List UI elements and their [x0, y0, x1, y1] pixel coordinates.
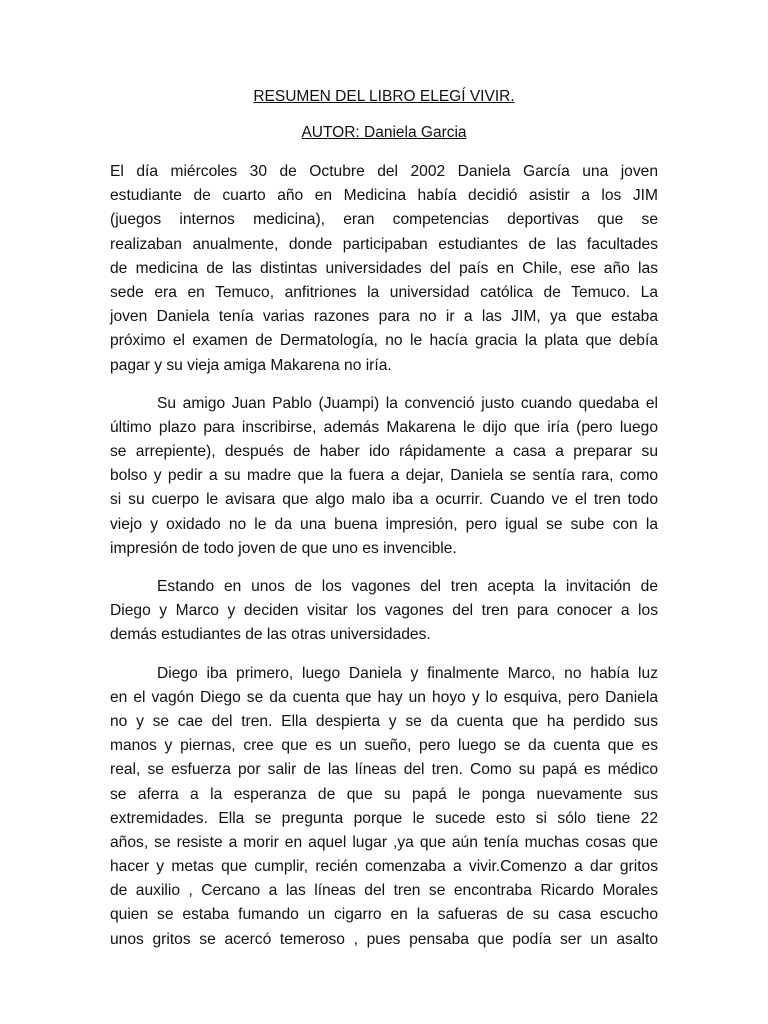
text-line: Diego iba primero, luego Daniela y finalmente Marco, no había luz [157, 664, 658, 682]
text-line: Su amigo Juan Pablo (Juampi) la convenció justo cuando quedaba el [157, 394, 658, 412]
text-line: realizaban anualmente, donde participaban estudiantes de las facultades [110, 235, 658, 253]
text-line: manos y piernas, cree que es un sueño, pero luego se da cuenta que es [110, 737, 658, 755]
document-author: AUTOR: Daniela Garcia [301, 124, 467, 141]
text-line: demás estudiantes de las otras universidades. [110, 626, 431, 644]
text-line: extremidades. Ella se pregunta porque le sucede esto si sólo tiene 22 [110, 809, 658, 827]
paragraph [110, 575, 658, 648]
text-line: (juegos internos medicina), eran competencias deportivas que se [110, 211, 658, 229]
text-line: se aferra a la esperanza de que su papá le ponga nuevamente sus [110, 785, 658, 803]
text-line: sede era en Temuco, anfitriones la universidad católica de Temuco. La [110, 283, 658, 301]
text-line: real, se esfuerza por salir de las líneas del tren. Como su papá es médico [110, 761, 658, 779]
text-line: si su cuerpo le avisara que algo malo iba a ocurrir. Cuando ve el tren todo [110, 491, 658, 509]
text-line: viejo y oxidado no le da una buena impresión, pero igual se sube con la [110, 515, 658, 533]
text-line: de auxilio , Cercano a las líneas del tren se encontraba Ricardo Morales [110, 882, 658, 900]
paragraph [110, 662, 658, 952]
text-line: último plazo para inscribirse, además Makarena le dijo que iría (pero luego [110, 418, 658, 436]
text-line: impresión de todo joven de que uno es invencible. [110, 539, 457, 557]
text-line: bolso y pedir a su madre que la fuera a dejar, Daniela se sentía rara, como [110, 467, 658, 485]
paragraph [110, 160, 658, 378]
text-line: quien se estaba fumando un cigarro en la safueras de su casa escucho [110, 906, 658, 924]
paragraph [110, 392, 658, 561]
text-line: unos gritos se acercó temeroso , pues pensaba que podía ser un asalto [110, 930, 658, 948]
text-line: hacer y metas que cumplir, recién comenzaba a vivir.Comenzo a dar gritos [110, 858, 658, 876]
text-line: de medicina de las distintas universidades del país en Chile, ese año las [110, 259, 658, 277]
document-title: RESUMEN DEL LIBRO ELEGÍ VIVIR. [253, 88, 515, 105]
text-line: se arrepiente), después de haber ido rápidamente a casa a preparar su [110, 443, 658, 461]
text-line: El día miércoles 30 de Octubre del 2002 Daniela García una joven [110, 163, 658, 180]
text-line: pagar y su vieja amiga Makarena no iría. [110, 356, 392, 374]
text-line: Estando en unos de los vagones del tren acepta la invitación de [157, 578, 658, 595]
text-line: joven Daniela tenía varias razones para no ir a las JIM, ya que estaba [110, 308, 658, 326]
text-line: años, se resiste a morir en aquel lugar ,ya que aún tenía muchas cosas que [110, 833, 658, 851]
text-line: en el vagón Diego se da cuenta que hay un hoyo y lo esquiva, pero Daniela [110, 688, 658, 706]
text-line: próximo el examen de Dermatología, no le hacía gracia la plata que debía [110, 332, 658, 350]
text-line: Diego y Marco y deciden visitar los vagones del tren para conocer a los [110, 602, 658, 620]
text-line: no y se cae del tren. Ella despierta y se da cuenta que ha perdido sus [110, 712, 658, 730]
document-body [110, 160, 658, 966]
text-line: estudiante de cuarto año en Medicina había decidió asistir a los JIM [110, 187, 658, 205]
